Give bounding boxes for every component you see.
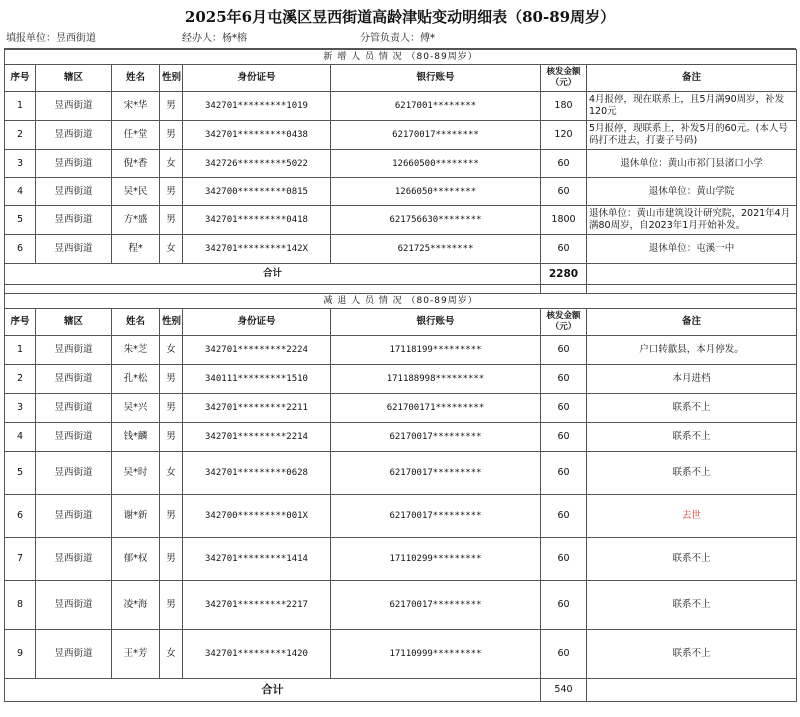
col-id: 身份证号 (183, 65, 331, 92)
added-cell-no: 4 (5, 178, 36, 206)
added-cell-no: 3 (5, 150, 36, 178)
added-cell-id: 342701*********1019 (183, 92, 331, 121)
removed-cell-bank: 62170017********* (331, 452, 541, 495)
added-cell-name: 吴*民 (112, 178, 160, 206)
added-cell-remark: 4月报停，现在联系上，且5月满90周岁，补发120元 (587, 92, 797, 121)
removed-row (5, 581, 797, 630)
removed-cell-name: 谢*新 (112, 495, 160, 538)
meta-table (4, 30, 796, 49)
removed-cell-name: 孔*松 (112, 365, 160, 394)
removed-row (5, 538, 797, 581)
removed-cell-name: 王*芳 (112, 630, 160, 679)
main-table (4, 49, 797, 702)
added-header-row (5, 65, 797, 92)
added-cell-remark: 退休单位：黄山市建筑设计研究院，2021年4月满80周岁，自2023年1月开始补发。 (587, 206, 797, 235)
col-remark: 备注 (587, 65, 797, 92)
removed-cell-district: 昱西街道 (36, 423, 112, 452)
added-cell-remark: 退休单位：黄山市祁门县渚口小学 (587, 150, 797, 178)
added-cell-no: 1 (5, 92, 36, 121)
spreadsheet (4, 4, 796, 702)
added-total-label: 合计 (5, 264, 541, 285)
added-cell-district: 昱西街道 (36, 235, 112, 264)
added-cell-name: 方*盛 (112, 206, 160, 235)
removed-cell-no: 2 (5, 365, 36, 394)
removed-cell-id: 342701*********1420 (183, 630, 331, 679)
removed-cell-id: 342701*********2214 (183, 423, 331, 452)
removed-cell-no: 7 (5, 538, 36, 581)
col-gender: 性别 (160, 309, 183, 336)
removed-cell-amount: 60 (541, 452, 587, 495)
removed-cell-gender: 男 (160, 394, 183, 423)
added-cell-id: 342701*********142X (183, 235, 331, 264)
supervisor: 分管负责人：傅* (330, 30, 796, 49)
col-name: 姓名 (112, 65, 160, 92)
added-cell-remark: 退休单位：屯溪一中 (587, 235, 797, 264)
removed-cell-district: 昱西街道 (36, 452, 112, 495)
added-cell-bank: 621725******** (331, 235, 541, 264)
added-row (5, 178, 797, 206)
added-cell-bank: 621756630******** (331, 206, 541, 235)
added-cell-id: 342701*********0418 (183, 206, 331, 235)
removed-cell-remark: 去世 (587, 495, 797, 538)
removed-cell-district: 昱西街道 (36, 630, 112, 679)
added-section-title: 新 增 人 员 情 况 （80-89周岁） (5, 50, 797, 65)
removed-header-row (5, 309, 797, 336)
removed-cell-name: 吴*兴 (112, 394, 160, 423)
added-cell-gender: 女 (160, 235, 183, 264)
removed-cell-amount: 60 (541, 365, 587, 394)
removed-row (5, 394, 797, 423)
removed-cell-remark: 本月进档 (587, 365, 797, 394)
removed-cell-amount: 60 (541, 581, 587, 630)
removed-cell-district: 昱西街道 (36, 365, 112, 394)
col-no: 序号 (5, 65, 36, 92)
added-cell-id: 342701*********0438 (183, 121, 331, 150)
added-row (5, 150, 797, 178)
removed-cell-bank: 17118199********* (331, 336, 541, 365)
col-remark: 备注 (587, 309, 797, 336)
removed-cell-gender: 女 (160, 336, 183, 365)
removed-cell-amount: 60 (541, 336, 587, 365)
removed-cell-id: 342700*********001X (183, 495, 331, 538)
removed-cell-bank: 17110299********* (331, 538, 541, 581)
col-district: 辖区 (36, 65, 112, 92)
removed-total-row (5, 679, 797, 702)
removed-cell-no: 6 (5, 495, 36, 538)
added-cell-district: 昱西街道 (36, 121, 112, 150)
removed-cell-remark: 联系不上 (587, 394, 797, 423)
removed-cell-id: 342701*********2211 (183, 394, 331, 423)
added-cell-gender: 男 (160, 121, 183, 150)
removed-cell-no: 4 (5, 423, 36, 452)
added-cell-amount: 60 (541, 150, 587, 178)
added-cell-no: 6 (5, 235, 36, 264)
removed-cell-district: 昱西街道 (36, 581, 112, 630)
removed-cell-name: 朱*芝 (112, 336, 160, 365)
removed-cell-remark: 联系不上 (587, 581, 797, 630)
removed-cell-remark: 联系不上 (587, 452, 797, 495)
spacer-row (5, 285, 797, 294)
added-cell-remark: 5月报停，现联系上，补发5月的60元。(本人号码打不进去，打妻子号码) (587, 121, 797, 150)
added-cell-bank: 62170017******** (331, 121, 541, 150)
added-cell-district: 昱西街道 (36, 206, 112, 235)
removed-cell-remark: 联系不上 (587, 630, 797, 679)
col-amount: 核发金额（元） (541, 65, 587, 92)
added-row (5, 206, 797, 235)
removed-total-blank (587, 679, 797, 702)
removed-cell-amount: 60 (541, 495, 587, 538)
removed-total-value: 540 (541, 679, 587, 702)
added-cell-id: 342726*********5022 (183, 150, 331, 178)
removed-cell-name: 吴*时 (112, 452, 160, 495)
added-row (5, 92, 797, 121)
added-cell-amount: 1800 (541, 206, 587, 235)
added-total-value: 2280 (541, 264, 587, 285)
col-amount: 核发金额（元） (541, 309, 587, 336)
removed-cell-gender: 男 (160, 495, 183, 538)
added-cell-gender: 男 (160, 178, 183, 206)
removed-cell-bank: 62170017********* (331, 495, 541, 538)
removed-row (5, 423, 797, 452)
col-bank: 银行账号 (331, 309, 541, 336)
removed-row (5, 630, 797, 679)
removed-cell-id: 342701*********1414 (183, 538, 331, 581)
removed-row (5, 495, 797, 538)
removed-section-title: 减 退 人 员 情 况 （80-89周岁） (5, 294, 797, 309)
removed-cell-gender: 男 (160, 423, 183, 452)
removed-cell-gender: 女 (160, 630, 183, 679)
removed-cell-amount: 60 (541, 630, 587, 679)
added-cell-id: 342700*********0815 (183, 178, 331, 206)
handler: 经办人：杨*榕 (180, 30, 330, 49)
removed-row (5, 452, 797, 495)
col-no: 序号 (5, 309, 36, 336)
added-cell-bank: 12660500******** (331, 150, 541, 178)
removed-cell-gender: 男 (160, 581, 183, 630)
removed-cell-gender: 男 (160, 538, 183, 581)
col-district: 辖区 (36, 309, 112, 336)
added-cell-amount: 60 (541, 178, 587, 206)
removed-cell-id: 340111*********1510 (183, 365, 331, 394)
removed-cell-bank: 62170017********* (331, 423, 541, 452)
removed-cell-id: 342701*********2224 (183, 336, 331, 365)
removed-row (5, 336, 797, 365)
added-row (5, 121, 797, 150)
removed-cell-name: 郁*权 (112, 538, 160, 581)
removed-cell-amount: 60 (541, 394, 587, 423)
added-cell-name: 任*堂 (112, 121, 160, 150)
added-cell-gender: 男 (160, 92, 183, 121)
removed-total-label: 合计 (5, 679, 541, 702)
added-cell-name: 宋*华 (112, 92, 160, 121)
col-name: 姓名 (112, 309, 160, 336)
removed-cell-gender: 女 (160, 452, 183, 495)
removed-cell-id: 342701*********0628 (183, 452, 331, 495)
removed-cell-bank: 621700171********* (331, 394, 541, 423)
added-cell-gender: 男 (160, 206, 183, 235)
removed-cell-no: 9 (5, 630, 36, 679)
added-cell-name: 程* (112, 235, 160, 264)
removed-cell-remark: 联系不上 (587, 538, 797, 581)
added-total-blank (587, 264, 797, 285)
col-id: 身份证号 (183, 309, 331, 336)
added-cell-amount: 180 (541, 92, 587, 121)
reporting-unit: 填报单位：昱西街道 (4, 30, 180, 49)
added-cell-gender: 女 (160, 150, 183, 178)
added-cell-remark: 退休单位：黄山学院 (587, 178, 797, 206)
added-cell-district: 昱西街道 (36, 150, 112, 178)
added-total-row (5, 264, 797, 285)
removed-cell-no: 5 (5, 452, 36, 495)
added-row (5, 235, 797, 264)
col-gender: 性别 (160, 65, 183, 92)
added-cell-amount: 120 (541, 121, 587, 150)
removed-cell-amount: 60 (541, 538, 587, 581)
removed-cell-name: 钱*麟 (112, 423, 160, 452)
removed-cell-bank: 62170017********* (331, 581, 541, 630)
removed-row (5, 365, 797, 394)
added-cell-no: 2 (5, 121, 36, 150)
removed-cell-no: 3 (5, 394, 36, 423)
removed-cell-amount: 60 (541, 423, 587, 452)
removed-cell-bank: 171188998********* (331, 365, 541, 394)
removed-cell-bank: 17110999********* (331, 630, 541, 679)
added-cell-amount: 60 (541, 235, 587, 264)
added-cell-no: 5 (5, 206, 36, 235)
removed-cell-remark: 户口转歙县，本月停发。 (587, 336, 797, 365)
added-cell-name: 倪*香 (112, 150, 160, 178)
sheet-title: 2025年6月屯溪区昱西街道高龄津贴变动明细表（80-89周岁） (184, 8, 616, 26)
added-cell-district: 昱西街道 (36, 92, 112, 121)
added-cell-district: 昱西街道 (36, 178, 112, 206)
added-cell-bank: 6217001******** (331, 92, 541, 121)
removed-cell-district: 昱西街道 (36, 394, 112, 423)
removed-cell-remark: 联系不上 (587, 423, 797, 452)
removed-cell-district: 昱西街道 (36, 495, 112, 538)
removed-cell-no: 1 (5, 336, 36, 365)
added-cell-bank: 1266050******** (331, 178, 541, 206)
col-bank: 银行账号 (331, 65, 541, 92)
removed-cell-id: 342701*********2217 (183, 581, 331, 630)
removed-cell-no: 8 (5, 581, 36, 630)
removed-cell-name: 凌*海 (112, 581, 160, 630)
removed-cell-district: 昱西街道 (36, 336, 112, 365)
removed-cell-gender: 男 (160, 365, 183, 394)
removed-cell-district: 昱西街道 (36, 538, 112, 581)
